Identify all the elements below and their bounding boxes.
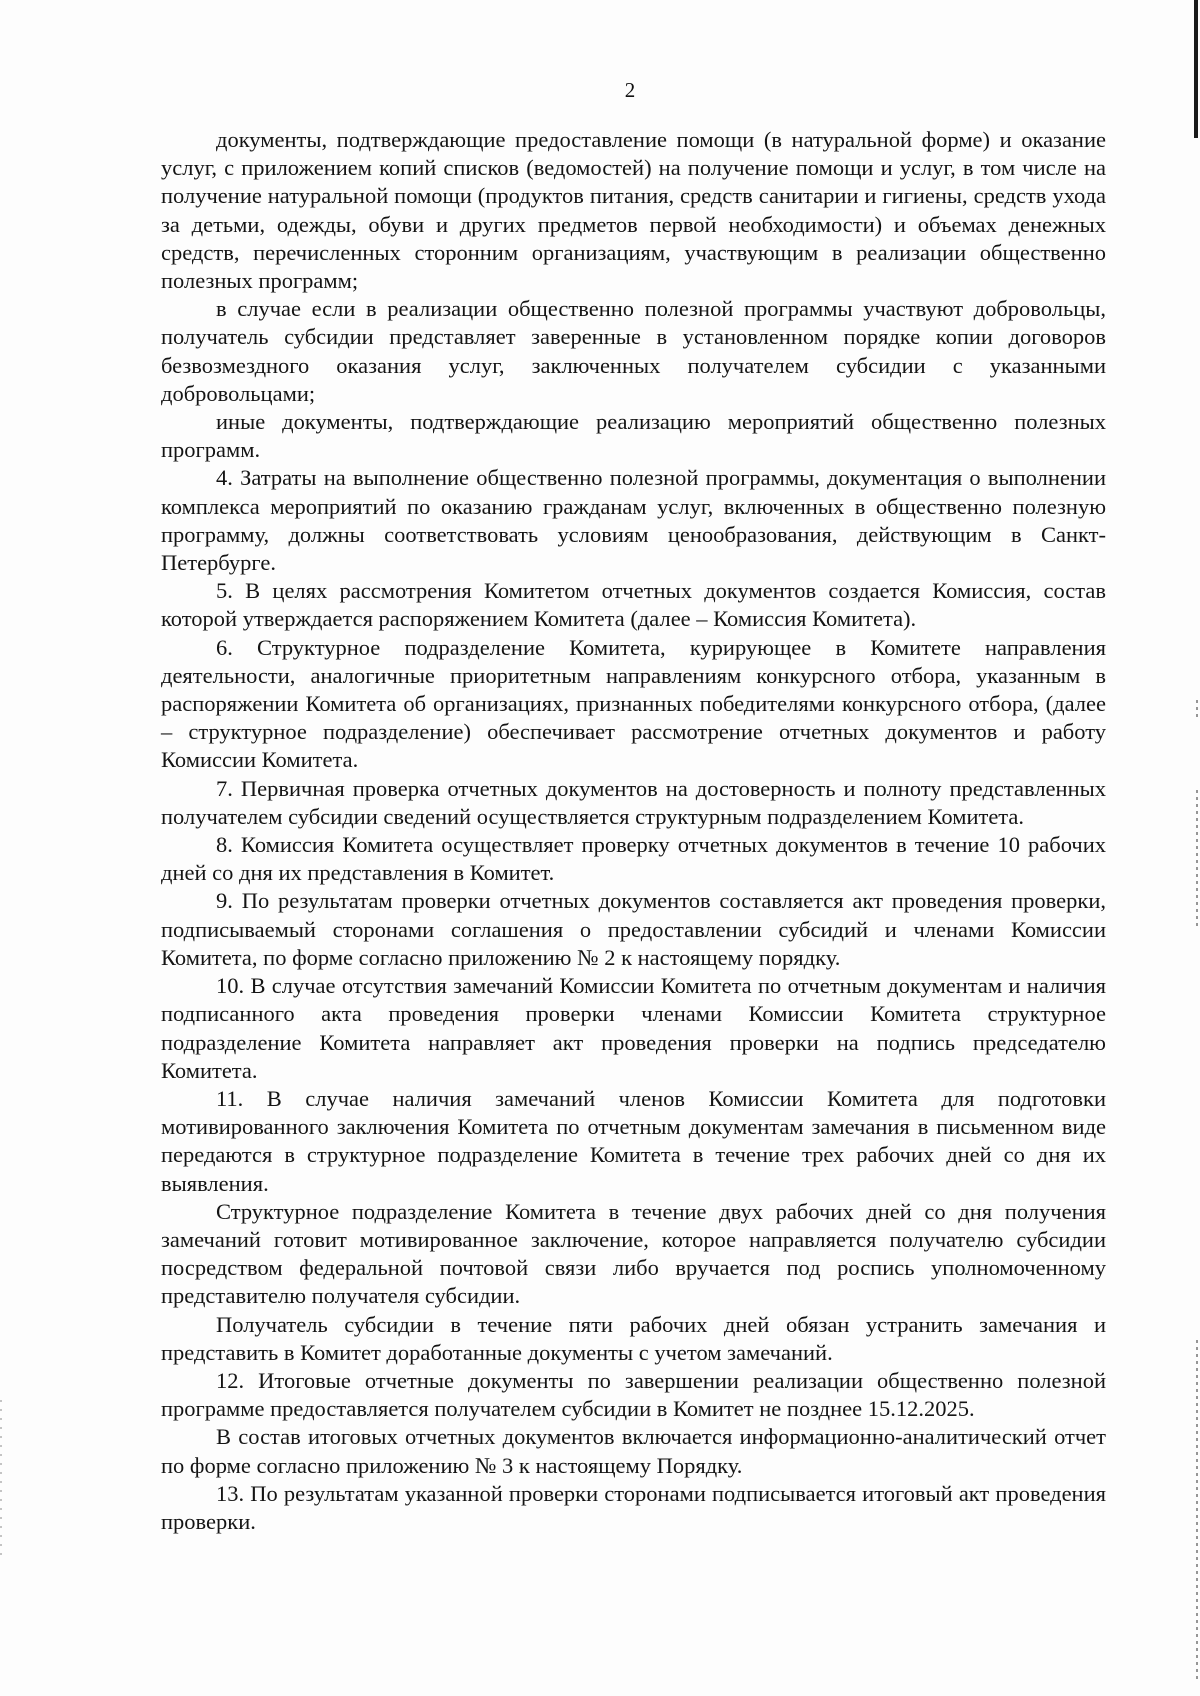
scan-edge-noise: [1196, 1340, 1198, 1680]
paragraph: документы, подтверждающие предоставление помощи (в натуральной форме) и оказание услуг, с приложением копий списков (ведомостей) на получение помощи и услуг, в том числе на получение натуральной помощи (продуктов питания, средств санитарии и гигиены, средств ухода за детьми, одежды, обуви и других предметов первой необходимости) и объемах денежных средств, перечисленных сторонним организациям, участвующим в реализации общественно полезных программ;: [161, 127, 1106, 294]
scan-edge-noise: [1196, 790, 1198, 930]
paragraph: 8. Комиссия Комитета осуществляет проверку отчетных документов в течение 10 рабочих дней со дня их представления в Комитет.: [161, 832, 1106, 886]
paragraph: Структурное подразделение Комитета в течение двух рабочих дней со дня получения замечаний готовит мотивированное заключение, которое направляется получателю субсидии посредством федеральной почтовой связи либо вручается под роспись уполномоченному представителю получателя субсидии.: [161, 1198, 1106, 1309]
scan-edge-mark: [1194, 0, 1198, 138]
paragraph: Получатель субсидии в течение пяти рабочих дней обязан устранить замечания и представить в Комитет доработанные документы с учетом замечаний.: [161, 1311, 1106, 1365]
paragraph: 10. В случае отсутствия замечаний Комиссии Комитета по отчетным документам и наличия подписанного акта проведения проверки членами Комиссии Комитета структурное подразделение Комитета направляет акт проведения проверки на подпись председателю Комитета.: [161, 973, 1106, 1083]
paragraph: 12. Итоговые отчетные документы по завершении реализации общественно полезной программе предоставляется получателем субсидии в Комитет не позднее 15.12.2025.: [161, 1367, 1106, 1422]
scan-edge-noise: [0, 1400, 2, 1560]
paragraph: 13. По результатам указанной проверки сторонами подписывается итоговый акт проведения проверки.: [161, 1480, 1106, 1534]
paragraph: в случае если в реализации общественно полезной программы участвуют добровольцы, получатель субсидии представляет заверенные в установленном порядке копии договоров безвозмездного оказания услуг, заключенных получателем субсидии с указанными добровольцами;: [161, 296, 1106, 406]
paragraph: 5. В целях рассмотрения Комитетом отчетных документов создается Комиссия, состав которой утверждается распоряжением Комитета (далее – Комиссия Комитета).: [161, 578, 1106, 632]
paragraph: 7. Первичная проверка отчетных документов на достоверность и полноту представленных получателем субсидии сведений осуществляется структурным подразделением Комитета.: [161, 775, 1106, 829]
paragraph: 9. По результатам проверки отчетных документов составляется акт проведения проверки, подписываемый сторонами соглашения о предоставлении субсидий и членами Комиссии Комитета, по форме согласно приложению № 2 к настоящему порядку.: [161, 888, 1106, 970]
paragraph: 6. Структурное подразделение Комитета, курирующее в Комитете направления деятельности, аналогичные приоритетным направлениям конкурсного отбора, указанным в распоряжении Комитета об организациях, признанных победителями конкурсного отбора, (далее – структурное подразделение) обеспечивает рассмотрение отчетных документов и работу Комиссии Комитета.: [161, 634, 1106, 773]
paragraph: В состав итоговых отчетных документов включается информационно-аналитический отчет по форме согласно приложению № 3 к настоящему Порядку.: [161, 1424, 1106, 1478]
paragraph: 4. Затраты на выполнение общественно полезной программы, документация о выполнении комплекса мероприятий по оказанию гражданам услуг, включенных в общественно полезную программу, должны соответствовать условиям ценообразования, действующим в Санкт-Петербурге.: [161, 465, 1106, 576]
page-number: 2: [624, 78, 636, 102]
paragraph: 11. В случае наличия замечаний членов Комиссии Комитета для подготовки мотивированного заключения Комитета по отчетным документам замечания в письменном виде передаются в структурное подразделение Комитета в течение трех рабочих дней со дня их выявления.: [161, 1085, 1106, 1196]
paragraph: иные документы, подтверждающие реализацию мероприятий общественно полезных программ.: [161, 409, 1106, 463]
scan-edge-noise: [1196, 700, 1198, 720]
document-body: [161, 126, 1106, 1536]
